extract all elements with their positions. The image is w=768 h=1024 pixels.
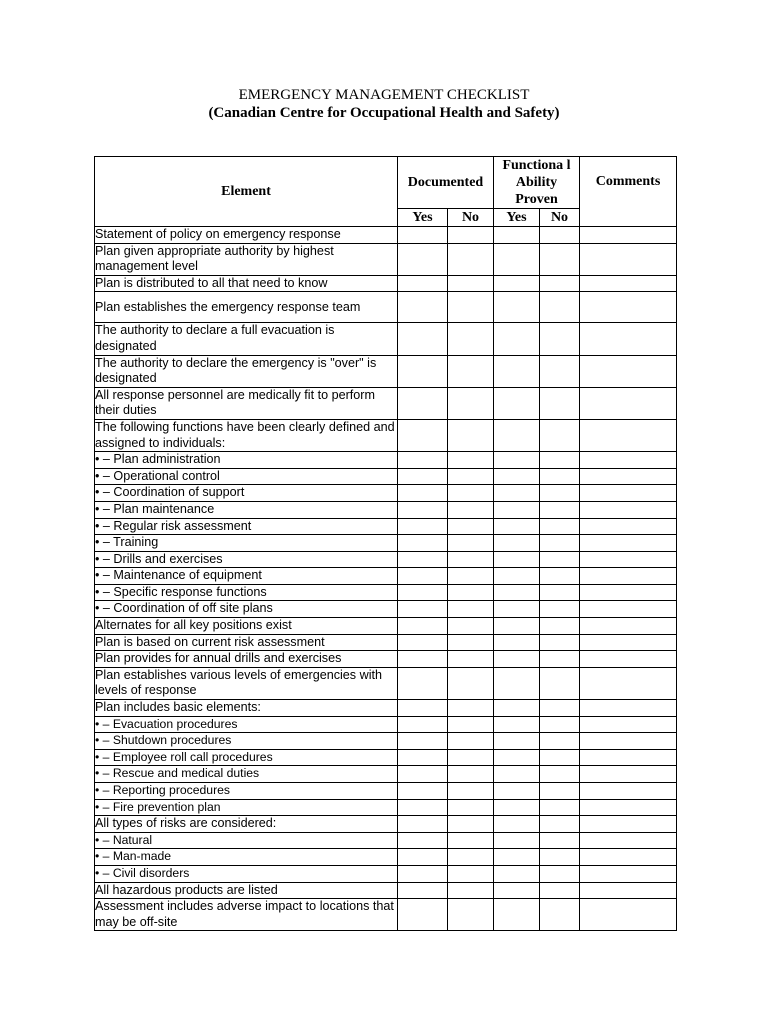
table-row — [95, 700, 677, 717]
element-cell: • – Operational control — [95, 468, 398, 485]
comments-cell — [580, 601, 677, 618]
functional-no-cell — [540, 355, 580, 387]
functional-yes-cell — [494, 227, 540, 244]
comments-cell — [580, 667, 677, 699]
functional-yes-cell — [494, 323, 540, 355]
column-header-comments: Comments — [580, 157, 677, 227]
table-row — [95, 275, 677, 292]
functional-yes-cell — [494, 667, 540, 699]
documented-yes-cell — [398, 275, 448, 292]
element-cell: • – Reporting procedures — [95, 783, 398, 800]
documented-yes-cell — [398, 535, 448, 552]
functional-yes-cell — [494, 733, 540, 750]
documented-no-cell — [448, 551, 494, 568]
comments-cell — [580, 899, 677, 931]
documented-no-cell — [448, 733, 494, 750]
documented-no-cell — [448, 227, 494, 244]
functional-yes-cell — [494, 387, 540, 419]
documented-no-cell — [448, 468, 494, 485]
element-cell: • – Plan maintenance — [95, 501, 398, 518]
documented-yes-cell — [398, 634, 448, 651]
comments-cell — [580, 355, 677, 387]
documented-yes-cell — [398, 452, 448, 469]
table-row — [95, 535, 677, 552]
documented-yes-cell — [398, 849, 448, 866]
documented-no-cell — [448, 518, 494, 535]
functional-yes-cell — [494, 832, 540, 849]
functional-yes-cell — [494, 634, 540, 651]
functional-yes-cell — [494, 518, 540, 535]
element-cell: The authority to declare a full evacuation is designated — [95, 323, 398, 355]
documented-yes-cell — [398, 749, 448, 766]
functional-no-cell — [540, 816, 580, 833]
functional-yes-cell — [494, 865, 540, 882]
table-row — [95, 551, 677, 568]
documented-yes-cell — [398, 799, 448, 816]
documented-yes-cell — [398, 584, 448, 601]
table-row — [95, 485, 677, 502]
table-row — [95, 865, 677, 882]
table-row — [95, 882, 677, 899]
functional-yes-cell — [494, 899, 540, 931]
documented-yes-cell — [398, 601, 448, 618]
functional-no-cell — [540, 601, 580, 618]
element-cell: All hazardous products are listed — [95, 882, 398, 899]
table-row — [95, 584, 677, 601]
element-cell: • – Evacuation procedures — [95, 716, 398, 733]
documented-yes-cell — [398, 323, 448, 355]
functional-no-cell — [540, 452, 580, 469]
functional-yes-header: Yes — [494, 209, 540, 227]
element-cell: The authority to declare the emergency is "over" is designated — [95, 355, 398, 387]
element-cell: • – Man-made — [95, 849, 398, 866]
element-cell: • – Shutdown procedures — [95, 733, 398, 750]
functional-no-cell — [540, 651, 580, 668]
documented-no-cell — [448, 568, 494, 585]
element-cell: • – Coordination of off site plans — [95, 601, 398, 618]
element-cell: • – Training — [95, 535, 398, 552]
functional-no-cell — [540, 832, 580, 849]
comments-cell — [580, 849, 677, 866]
table-row — [95, 634, 677, 651]
functional-yes-cell — [494, 700, 540, 717]
table-row — [95, 832, 677, 849]
documented-no-cell — [448, 749, 494, 766]
element-cell: • – Maintenance of equipment — [95, 568, 398, 585]
documented-yes-cell — [398, 468, 448, 485]
table-row — [95, 783, 677, 800]
documented-yes-cell — [398, 882, 448, 899]
functional-yes-cell — [494, 292, 540, 323]
comments-cell — [580, 766, 677, 783]
comments-cell — [580, 584, 677, 601]
comments-cell — [580, 243, 677, 275]
table-row — [95, 468, 677, 485]
documented-yes-cell — [398, 568, 448, 585]
table-row — [95, 387, 677, 419]
functional-no-cell — [540, 766, 580, 783]
documented-no-cell — [448, 485, 494, 502]
element-cell: • – Coordination of support — [95, 485, 398, 502]
element-cell: Plan given appropriate authority by highest management level — [95, 243, 398, 275]
functional-no-header: No — [540, 209, 580, 227]
functional-no-cell — [540, 849, 580, 866]
functional-yes-cell — [494, 584, 540, 601]
functional-no-cell — [540, 783, 580, 800]
comments-cell — [580, 501, 677, 518]
functional-no-cell — [540, 568, 580, 585]
functional-no-cell — [540, 799, 580, 816]
table-row — [95, 799, 677, 816]
table-row — [95, 243, 677, 275]
table-row — [95, 816, 677, 833]
table-row — [95, 292, 677, 323]
element-cell: • – Plan administration — [95, 452, 398, 469]
functional-yes-cell — [494, 535, 540, 552]
comments-cell — [580, 700, 677, 717]
comments-cell — [580, 816, 677, 833]
functional-no-cell — [540, 733, 580, 750]
document-subtitle: (Canadian Centre for Occupational Health and Safety) — [208, 105, 560, 121]
functional-no-cell — [540, 551, 580, 568]
documented-yes-cell — [398, 865, 448, 882]
documented-yes-cell — [398, 419, 448, 451]
comments-cell — [580, 618, 677, 635]
table-row — [95, 501, 677, 518]
documented-yes-cell — [398, 518, 448, 535]
functional-yes-cell — [494, 783, 540, 800]
functional-yes-cell — [494, 485, 540, 502]
functional-yes-cell — [494, 618, 540, 635]
functional-yes-cell — [494, 816, 540, 833]
functional-yes-cell — [494, 882, 540, 899]
comments-cell — [580, 551, 677, 568]
documented-yes-cell — [398, 766, 448, 783]
element-cell: • – Fire prevention plan — [95, 799, 398, 816]
functional-yes-cell — [494, 355, 540, 387]
element-cell: Plan establishes the emergency response team — [95, 292, 398, 323]
functional-no-cell — [540, 865, 580, 882]
element-cell: Assessment includes adverse impact to locations that may be off-site — [95, 899, 398, 931]
functional-no-cell — [540, 700, 580, 717]
documented-yes-cell — [398, 485, 448, 502]
comments-cell — [580, 227, 677, 244]
documented-yes-cell — [398, 832, 448, 849]
document-title: EMERGENCY MANAGEMENT CHECKLIST — [238, 87, 530, 103]
functional-no-cell — [540, 485, 580, 502]
comments-cell — [580, 634, 677, 651]
functional-yes-cell — [494, 243, 540, 275]
functional-no-cell — [540, 535, 580, 552]
documented-no-cell — [448, 275, 494, 292]
functional-yes-cell — [494, 799, 540, 816]
documented-yes-cell — [398, 700, 448, 717]
documented-yes-cell — [398, 651, 448, 668]
comments-cell — [580, 865, 677, 882]
comments-cell — [580, 419, 677, 451]
table-row — [95, 355, 677, 387]
documented-yes-cell — [398, 783, 448, 800]
documented-no-cell — [448, 865, 494, 882]
documented-no-cell — [448, 899, 494, 931]
table-row — [95, 452, 677, 469]
table-row — [95, 749, 677, 766]
table-row — [95, 716, 677, 733]
table-row — [95, 651, 677, 668]
documented-no-cell — [448, 419, 494, 451]
table-row — [95, 227, 677, 244]
comments-cell — [580, 292, 677, 323]
documented-no-cell — [448, 799, 494, 816]
comments-cell — [580, 716, 677, 733]
documented-no-cell — [448, 243, 494, 275]
documented-no-cell — [448, 618, 494, 635]
table-row — [95, 323, 677, 355]
documented-no-cell — [448, 832, 494, 849]
functional-yes-cell — [494, 651, 540, 668]
element-cell: • – Natural — [95, 832, 398, 849]
comments-cell — [580, 387, 677, 419]
documented-no-cell — [448, 634, 494, 651]
functional-no-cell — [540, 243, 580, 275]
table-row — [95, 518, 677, 535]
documented-yes-cell — [398, 667, 448, 699]
element-cell: Plan is distributed to all that need to know — [95, 275, 398, 292]
comments-cell — [580, 275, 677, 292]
documented-yes-cell — [398, 816, 448, 833]
table-row — [95, 766, 677, 783]
functional-no-cell — [540, 667, 580, 699]
functional-no-cell — [540, 501, 580, 518]
functional-no-cell — [540, 292, 580, 323]
functional-yes-cell — [494, 849, 540, 866]
documented-no-cell — [448, 452, 494, 469]
table-row — [95, 419, 677, 451]
documented-yes-cell — [398, 618, 448, 635]
functional-yes-cell — [494, 749, 540, 766]
element-cell: • – Employee roll call procedures — [95, 749, 398, 766]
checklist-rows — [95, 227, 677, 931]
comments-cell — [580, 452, 677, 469]
functional-no-cell — [540, 419, 580, 451]
functional-yes-cell — [494, 275, 540, 292]
comments-cell — [580, 783, 677, 800]
documented-no-cell — [448, 292, 494, 323]
element-cell: Statement of policy on emergency response — [95, 227, 398, 244]
checklist-table — [94, 156, 677, 931]
documented-no-cell — [448, 323, 494, 355]
comments-cell — [580, 749, 677, 766]
comments-cell — [580, 799, 677, 816]
table-row — [95, 733, 677, 750]
documented-no-cell — [448, 601, 494, 618]
documented-yes-cell — [398, 899, 448, 931]
functional-no-cell — [540, 323, 580, 355]
table-row — [95, 849, 677, 866]
documented-no-header: No — [448, 209, 494, 227]
functional-yes-cell — [494, 501, 540, 518]
column-header-element: Element — [95, 157, 398, 227]
comments-cell — [580, 832, 677, 849]
comments-cell — [580, 535, 677, 552]
comments-cell — [580, 882, 677, 899]
table-row — [95, 568, 677, 585]
element-cell: Plan provides for annual drills and exercises — [95, 651, 398, 668]
functional-no-cell — [540, 518, 580, 535]
documented-yes-cell — [398, 355, 448, 387]
documented-no-cell — [448, 535, 494, 552]
functional-yes-cell — [494, 716, 540, 733]
functional-no-cell — [540, 468, 580, 485]
documented-yes-cell — [398, 551, 448, 568]
table-row — [95, 667, 677, 699]
functional-no-cell — [540, 275, 580, 292]
functional-no-cell — [540, 387, 580, 419]
comments-cell — [580, 323, 677, 355]
documented-no-cell — [448, 716, 494, 733]
documented-yes-cell — [398, 292, 448, 323]
comments-cell — [580, 518, 677, 535]
comments-cell — [580, 468, 677, 485]
functional-no-cell — [540, 584, 580, 601]
documented-no-cell — [448, 849, 494, 866]
functional-yes-cell — [494, 601, 540, 618]
functional-no-cell — [540, 227, 580, 244]
functional-yes-cell — [494, 551, 540, 568]
element-cell: All response personnel are medically fit to perform their duties — [95, 387, 398, 419]
functional-yes-cell — [494, 568, 540, 585]
documented-no-cell — [448, 783, 494, 800]
comments-cell — [580, 651, 677, 668]
element-cell: All types of risks are considered: — [95, 816, 398, 833]
element-cell: • – Civil disorders — [95, 865, 398, 882]
element-cell: Alternates for all key positions exist — [95, 618, 398, 635]
element-cell: Plan includes basic elements: — [95, 700, 398, 717]
documented-yes-cell — [398, 227, 448, 244]
documented-yes-cell — [398, 387, 448, 419]
documented-no-cell — [448, 766, 494, 783]
documented-yes-cell — [398, 501, 448, 518]
documented-no-cell — [448, 584, 494, 601]
element-cell: • – Specific response functions — [95, 584, 398, 601]
table-row — [95, 601, 677, 618]
documented-no-cell — [448, 882, 494, 899]
functional-yes-cell — [494, 766, 540, 783]
functional-no-cell — [540, 882, 580, 899]
comments-cell — [580, 568, 677, 585]
documented-yes-header: Yes — [398, 209, 448, 227]
functional-yes-cell — [494, 452, 540, 469]
functional-no-cell — [540, 618, 580, 635]
element-cell: • – Regular risk assessment — [95, 518, 398, 535]
documented-yes-cell — [398, 243, 448, 275]
functional-no-cell — [540, 899, 580, 931]
functional-yes-cell — [494, 419, 540, 451]
documented-no-cell — [448, 651, 494, 668]
functional-no-cell — [540, 634, 580, 651]
element-cell: • – Rescue and medical duties — [95, 766, 398, 783]
column-header-documented: Documented — [398, 157, 494, 209]
table-row — [95, 899, 677, 931]
documented-yes-cell — [398, 716, 448, 733]
documented-no-cell — [448, 816, 494, 833]
documented-no-cell — [448, 667, 494, 699]
documented-no-cell — [448, 700, 494, 717]
functional-no-cell — [540, 749, 580, 766]
documented-no-cell — [448, 501, 494, 518]
column-header-functional-ability: Functiona l Ability Proven — [494, 157, 580, 209]
table-row — [95, 618, 677, 635]
element-cell: • – Drills and exercises — [95, 551, 398, 568]
documented-no-cell — [448, 355, 494, 387]
element-cell: Plan is based on current risk assessment — [95, 634, 398, 651]
comments-cell — [580, 733, 677, 750]
documented-no-cell — [448, 387, 494, 419]
element-cell: Plan establishes various levels of emergencies with levels of response — [95, 667, 398, 699]
comments-cell — [580, 485, 677, 502]
functional-no-cell — [540, 716, 580, 733]
element-cell: The following functions have been clearly defined and assigned to individuals: — [95, 419, 398, 451]
documented-yes-cell — [398, 733, 448, 750]
functional-yes-cell — [494, 468, 540, 485]
